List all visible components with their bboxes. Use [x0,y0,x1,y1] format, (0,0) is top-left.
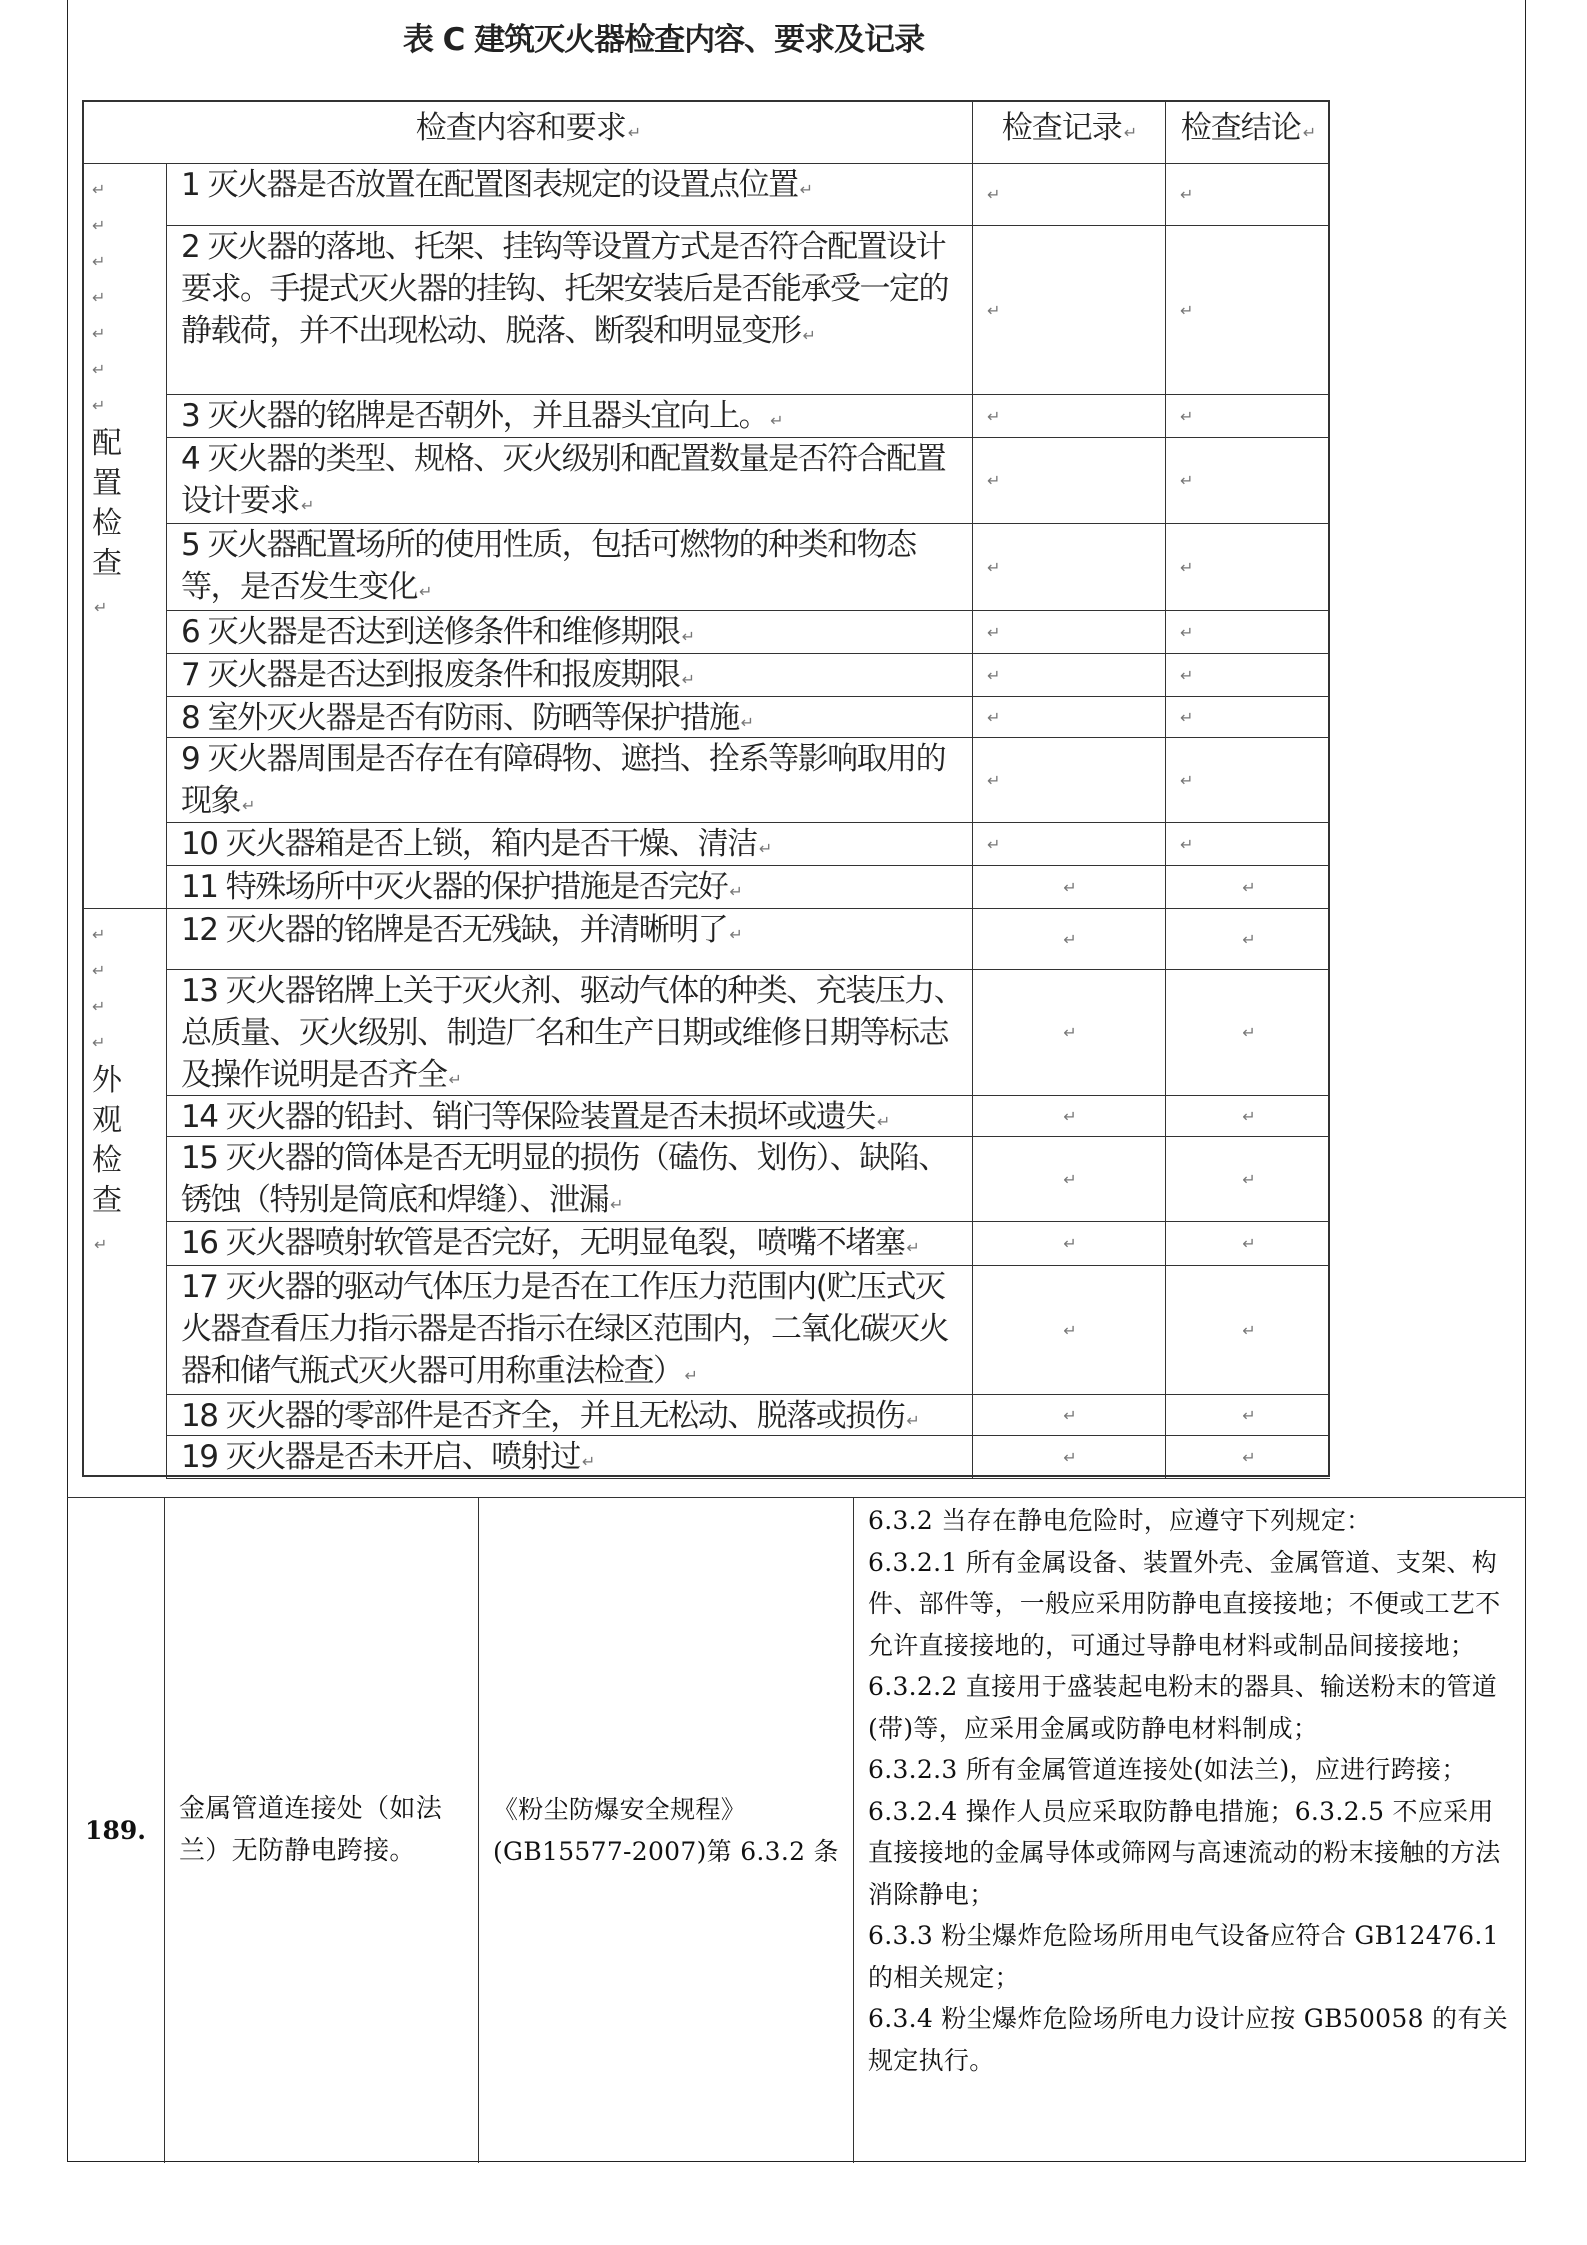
conclusion-value[interactable] [1240,1107,1255,1126]
table-row-record[interactable] [973,1436,1166,1479]
table-row-content: 13 灭火器铭牌上关于灭火剂、驱动气体的种类、充装压力、总质量、灭火级别、制造厂名和生产日期或维修日期等标志及操作说明是否齐全 ↵ [167,970,973,1096]
table-row-conclusion[interactable] [1166,1436,1330,1479]
regulation-item: 6.3.3 粉尘爆炸危险场所用电气设备应符合 GB12476.1 的相关规定； [868,1921,1499,1992]
conclusion-value[interactable] [1178,558,1193,577]
regulations-cell [854,1498,1526,2163]
table-row-conclusion[interactable] [1166,866,1330,909]
record-value[interactable] [985,771,1000,790]
record-value[interactable] [1061,930,1076,949]
table-row-record[interactable] [973,164,1166,226]
table-row-conclusion[interactable] [1166,697,1330,738]
table-row-content: 6 灭火器是否达到送修条件和维修期限 ↵ [167,611,973,654]
table-row-conclusion[interactable] [1166,1222,1330,1266]
table-row-content: 16 灭火器喷射软管是否完好，无明显龟裂，喷嘴不堵塞 ↵ [167,1222,973,1266]
table-row-record[interactable] [973,866,1166,909]
record-value[interactable] [985,558,1000,577]
group-label-text: 配置检查 ↵ [92,424,124,628]
table-row-conclusion[interactable] [1166,654,1330,697]
table-row-content: 19 灭火器是否未开启、喷射过 ↵ [167,1436,973,1479]
header-conclusion: 检查结论 ↵ [1166,102,1330,164]
table-row-content: 4 灭火器的类型、规格、灭火级别和配置数量是否符合配置设计要求 ↵ [167,438,973,524]
record-value[interactable] [1061,1170,1076,1189]
table-row-content: 9 灭火器周围是否存在有障碍物、遮挡、拴系等影响取用的现象 ↵ [167,738,973,823]
table-row-conclusion[interactable] [1166,164,1330,226]
record-value[interactable] [1061,878,1076,897]
table-row-conclusion[interactable] [1166,524,1330,611]
table-row-record[interactable] [973,226,1166,395]
table-row-conclusion[interactable] [1166,1137,1330,1222]
table-row-record[interactable] [973,909,1166,970]
record-value[interactable] [1061,1234,1076,1253]
regulation-item: 6.3.2.4 操作人员应采取防静电措施；6.3.2.5 不应采用直接接地的金属导体或筛网与高速流动的粉末接触的方法消除静电； [868,1796,1501,1909]
conclusion-value[interactable] [1240,1170,1255,1189]
table-row-content: 8 室外灭火器是否有防雨、防晒等保护措施 ↵ [167,697,973,738]
table-row-conclusion[interactable] [1166,738,1330,823]
inspection-table [82,100,1330,1477]
table-row-content: 18 灭火器的零部件是否齐全，并且无松动、脱落或损伤 ↵ [167,1395,973,1436]
table-row-content: 14 灭火器的铅封、销闩等保险装置是否未损坏或遗失 ↵ [167,1096,973,1137]
page-title: 表 C 建筑灭火器检查内容、要求及记录 [402,22,925,58]
conclusion-value[interactable] [1178,708,1193,727]
conclusion-value[interactable] [1240,930,1255,949]
table-row-content: 7 灭火器是否达到报废条件和报废期限 ↵ [167,654,973,697]
conclusion-value[interactable] [1240,1406,1255,1425]
table-row-record[interactable] [973,1395,1166,1436]
conclusion-value[interactable] [1240,1234,1255,1253]
table-row-conclusion[interactable] [1166,1266,1330,1395]
table-row-record[interactable] [973,611,1166,654]
table-row-record[interactable] [973,1137,1166,1222]
hazard-basis: 《粉尘防爆安全规程》(GB15577-2007)第 6.3.2 条 [493,1795,839,1866]
regulation-item: 6.3.2 当存在静电危险时，应遵守下列规定： [868,1506,1372,1535]
group-label-appearance: ↵ ↵ ↵ ↵ 外观检查 ↵ [92,917,132,1265]
conclusion-value[interactable] [1178,771,1193,790]
hazard-basis-cell [479,1498,854,2163]
table-row-record[interactable] [973,1096,1166,1137]
conclusion-value[interactable] [1240,1321,1255,1340]
table-row-conclusion[interactable] [1166,226,1330,395]
table-row-content: 3 灭火器的铭牌是否朝外，并且器头宜向上。 ↵ [167,395,973,438]
table-row-record[interactable] [973,823,1166,866]
regulation-item: 6.3.2.3 所有金属管道连接处(如法兰)，应进行跨接； [868,1755,1467,1784]
record-value[interactable] [1061,1321,1076,1340]
record-value[interactable] [985,471,1000,490]
table-row-conclusion[interactable] [1166,823,1330,866]
table-row-content: 5 灭火器配置场所的使用性质，包括可燃物的种类和物态等，是否发生变化 ↵ [167,524,973,611]
table-row-conclusion[interactable] [1166,1395,1330,1436]
hazard-description: 金属管道连接处（如法兰）无防静电跨接。 [179,1794,443,1866]
table-row-content: 17 灭火器的驱动气体压力是否在工作压力范围内(贮压式灭火器查看压力指示器是否指示在绿区范围内，二氧化碳灭火器和储气瓶式灭火器可用称重法检查） ↵ [167,1266,973,1395]
table-row-content: 1 灭火器是否放置在配置图表规定的设置点位置 ↵ [167,164,973,226]
regulation-item: 6.3.2.1 所有金属设备、装置外壳、金属管道、支架、构件、部件等，一般应采用防静电直接接地；不便或工艺不允许直接接地的，可通过导静电材料或制品间接接地； [868,1547,1501,1660]
table-row-record[interactable] [973,1266,1166,1395]
conclusion-value[interactable] [1178,185,1193,204]
record-value[interactable] [1061,1406,1076,1425]
table-row-content: 12 灭火器的铭牌是否无残缺，并清晰明了 ↵ [167,909,973,970]
header-record: 检查记录 ↵ [973,102,1166,164]
regulation-item: 6.3.2.2 直接用于盛装起电粉末的器具、输送粉末的管道(带)等，应采用金属或防静电材料制成； [868,1672,1498,1743]
record-value[interactable] [1061,1448,1076,1467]
record-value[interactable] [985,407,1000,426]
table-row-record[interactable] [973,654,1166,697]
table-row-record[interactable] [973,738,1166,823]
table-row-conclusion[interactable] [1166,970,1330,1096]
table-row-record[interactable] [973,697,1166,738]
table-row-conclusion[interactable] [1166,909,1330,970]
record-value[interactable] [985,666,1000,685]
table-row-conclusion[interactable] [1166,438,1330,524]
regulations-list [854,1500,1526,2081]
table-row-conclusion[interactable] [1166,1096,1330,1137]
table-row-content: 2 灭火器的落地、托架、挂钩等设置方式是否符合配置设计要求。手提式灭火器的挂钩、托架安装后是否能承受一定的静载荷，并不出现松动、脱落、断裂和明显变形 ↵ [167,226,973,395]
table-row-record[interactable] [973,970,1166,1096]
table-row-content: 11 特殊场所中灭火器的保护措施是否完好 ↵ [167,866,973,909]
record-value[interactable] [985,708,1000,727]
table-row-content: 15 灭火器的筒体是否无明显的损伤（磕伤、划伤）、缺陷、锈蚀（特别是筒底和焊缝）、泄漏 ↵ [167,1137,973,1222]
conclusion-value[interactable] [1178,407,1193,426]
hazard-number: 189. [67,1498,165,2163]
conclusion-value[interactable] [1178,835,1193,854]
conclusion-value[interactable] [1178,623,1193,642]
table-row-record[interactable] [973,395,1166,438]
group-label-config: ↵ ↵ ↵ ↵ ↵ ↵ ↵ 配置检查 ↵ [92,172,132,628]
table-row-conclusion[interactable] [1166,395,1330,438]
table-row-record[interactable] [973,1222,1166,1266]
record-value[interactable] [985,301,1000,320]
table-row-record[interactable] [973,524,1166,611]
record-value[interactable] [1061,1023,1076,1042]
hazard-description-cell [165,1498,479,2163]
header-content: 检查内容和要求 ↵ [84,102,973,164]
record-value[interactable] [985,185,1000,204]
conclusion-value[interactable] [1178,471,1193,490]
table-row-conclusion[interactable] [1166,611,1330,654]
conclusion-value[interactable] [1240,1023,1255,1042]
table-row-record[interactable] [973,438,1166,524]
hazard-row [67,1497,1526,2163]
group-label-text: 外观检查 ↵ [92,1061,124,1265]
record-value[interactable] [1061,1107,1076,1126]
conclusion-value[interactable] [1240,878,1255,897]
regulation-item: 6.3.4 粉尘爆炸危险场所电力设计应按 GB50058 的有关规定执行。 [868,2004,1508,2075]
table-row-content: 10 灭火器箱是否上锁，箱内是否干燥、清洁 ↵ [167,823,973,866]
record-value[interactable] [985,623,1000,642]
conclusion-value[interactable] [1178,666,1193,685]
record-value[interactable] [985,835,1000,854]
conclusion-value[interactable] [1178,301,1193,320]
conclusion-value[interactable] [1240,1448,1255,1467]
